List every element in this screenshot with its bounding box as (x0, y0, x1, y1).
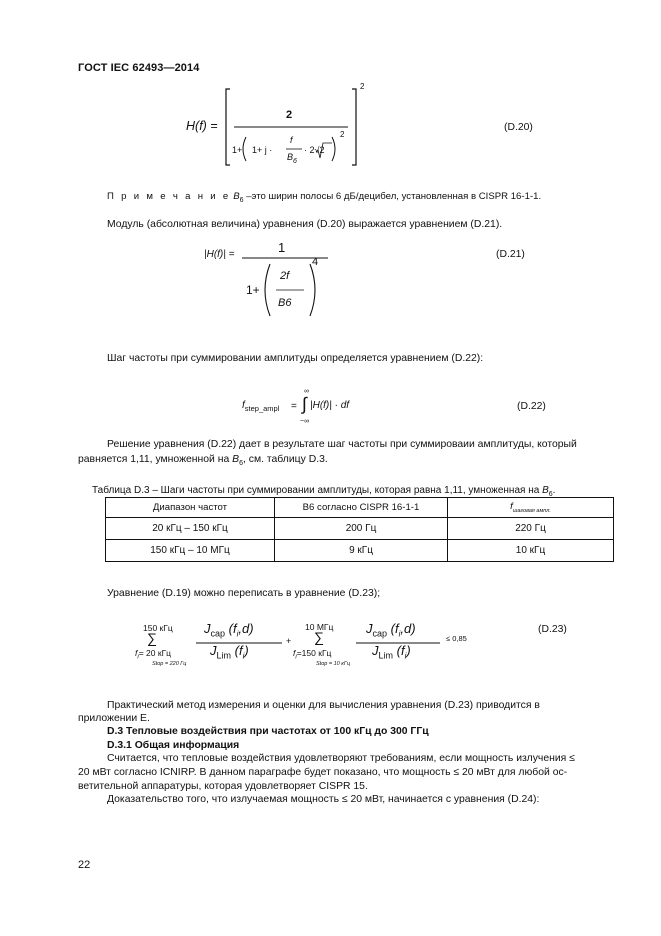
eq-d20-frac-den: $B_6$ (287, 152, 297, 165)
frequency-step-table (105, 497, 614, 562)
eq-d20-inner-exp: 2 (340, 130, 345, 139)
paragraph-method-2: приложении Е. (78, 713, 150, 724)
eq-d23-sum1-step: Stop = 220 Гц (152, 661, 187, 667)
table-caption: Таблица D.3 – Шаги частоты при суммировании амплитуды, которая равна 1,11, умноженная на $B_6$. (92, 485, 556, 498)
eq-d23-rhs: ≤ 0,85 (446, 634, 467, 643)
eq-d20-sqrt: · 2√2 (304, 145, 325, 155)
eq-d22-upper: ∞ (304, 388, 309, 395)
page-number: 22 (78, 859, 91, 871)
table-cell: 10 кГц (448, 540, 614, 562)
eq-d20-lhs: H(f) = (186, 119, 218, 133)
eq-d23-frac1-den: $J_{Lim}$ $(f_i)$ (210, 643, 249, 661)
paragraph-thermal-3: ветительной аппаратуры, которая удовлетворяет CISPR 15. (78, 781, 368, 792)
table-row (106, 540, 614, 562)
table-header-row (106, 498, 614, 518)
table-cell: 220 Гц (448, 518, 614, 540)
eq-d23-frac2-num: $J_{cap}$ $(f_i,d)$ (366, 621, 416, 639)
eq-d22-label: (D.22) (517, 401, 546, 412)
note: П р и м е ч а н и е $B_6$ –это ширин полосы 6 дБ/децибел, установленная в CISPR 16-1-1. (107, 191, 542, 204)
paragraph-modulus: Модуль (абсолютная величина) уравнения (D.20) выражается уравнением (D.21). (107, 219, 503, 230)
paragraph-step: Шаг частоты при суммировании амплитуды определяется уравнением (D.22): (107, 353, 484, 364)
eq-d22-integral: ∫ (302, 394, 307, 414)
table-cell: 150 кГц – 10 МГц (106, 540, 275, 562)
eq-d23-frac2-den: $J_{Lim}$ $(f_i)$ (372, 643, 411, 661)
heading-d3: D.3 Тепловые воздействия при частотах от 100 кГц до 300 ГГц (107, 726, 429, 737)
table-cell: 9 кГц (275, 540, 448, 562)
table-row (106, 518, 614, 540)
eq-d21-frac-den: B6 (278, 297, 292, 309)
eq-d22-lower: −∞ (300, 418, 310, 425)
eq-d23-plus: + (286, 636, 292, 646)
eq-d20-numerator: 2 (286, 109, 293, 121)
eq-d21-frac-num: 2f (280, 270, 290, 282)
table-header-cell: B6 согласно CISPR 16-1-1 (275, 498, 448, 518)
eq-d23-sum1-upper: 150 кГц (143, 623, 173, 633)
paragraph-solution-2: равняется 1,11, умноженной на $B_6$, см. таблицу D.3. (78, 454, 328, 468)
eq-d23-sum2-upper: 10 МГц (305, 622, 334, 632)
eq-d21-numerator: 1 (278, 240, 286, 255)
eq-d20-den-inner: 1+ j · (252, 145, 273, 155)
eq-d23-label: (D.23) (538, 624, 567, 635)
paragraph-solution-1: Решение уравнения (D.22) дает в результате шаг частоты при суммироваии амплитуды, который (107, 439, 577, 450)
eq-d20-frac-num: f (290, 135, 293, 145)
eq-d20-den-start: 1+ (232, 145, 243, 155)
standard-header: ГОСТ IEC 62493—2014 (78, 62, 200, 74)
eq-d23-sum2-sigma: ∑ (314, 629, 324, 645)
eq-d23-sum1-lower: $f_i= 20$ кГц (135, 648, 172, 661)
eq-d22-eq: = (291, 401, 297, 412)
paragraph-thermal-2: 20 мВт согласно ICNIRP. В данном параграфе будет показано, что мощность ≤ 20 мВт для любой ос- (78, 767, 568, 778)
eq-d21-exp: 4 (312, 256, 319, 268)
eq-d23-frac1-num: $J_{cap}$ $(f_i,d)$ (204, 621, 254, 639)
eq-d23-sum2-lower: $f_i=150$ кГц (293, 648, 332, 661)
eq-d20-label: (D.20) (504, 122, 533, 133)
eq-d22-body: |H(f)| · df (310, 400, 350, 411)
eq-d21-den-start: 1+ (246, 283, 260, 297)
eq-d21-label: (D.21) (496, 249, 525, 260)
table-cell: 200 Гц (275, 518, 448, 540)
eq-d23-sum1-sigma: ∑ (147, 630, 157, 646)
eq-d20-outer-exp: 2 (360, 82, 365, 91)
eq-d23-sum2-step: Stop = 10 кГц (316, 661, 350, 667)
table-cell: 20 кГц – 150 кГц (106, 518, 275, 540)
paragraph-method-1: Практический метод измерения и оценки для вычисления уравнения (D.23) приводится в (107, 700, 540, 711)
paragraph-proof: Доказательство того, что излучаемая мощность ≤ 20 мВт, начинается с уравнения (D.24): (107, 794, 540, 805)
paragraph-thermal-1: Считается, что тепловые воздействия удовлетворяют требованиям, если мощность излучения ≤ (107, 753, 575, 764)
eq-d22-lhs: $f_{step\_ampl}$ (242, 400, 280, 413)
paragraph-rewrite: Уравнение (D.19) можно переписать в уравнение (D.23); (107, 588, 381, 599)
table-header-cell: Диапазон частот (106, 498, 275, 518)
table-header-cell: $f_{шаговая ампл.}$ (448, 498, 614, 518)
eq-d21-lhs: |H(f)| = (204, 249, 235, 260)
heading-d31: D.3.1 Общая информация (107, 740, 240, 751)
